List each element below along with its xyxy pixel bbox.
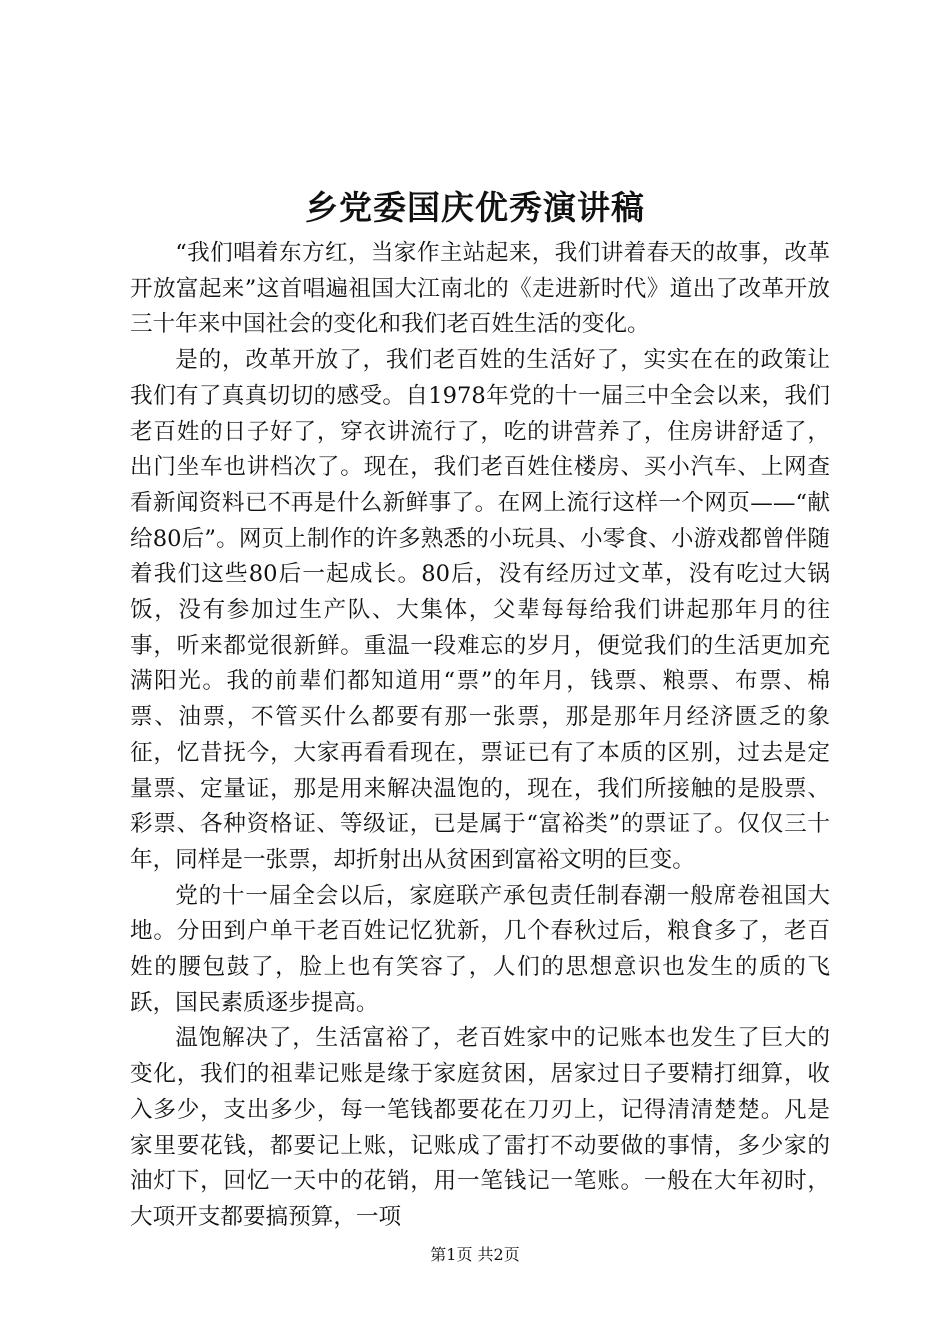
paragraph-1: “我们唱着东方红，当家作主站起来，我们讲着春天的故事，改革开放富起来”这首唱遍祖国大江南北的《走进新时代》道出了改革开放三十年来中国社会的变化和我们老百姓生活的变化。 bbox=[130, 240, 830, 338]
page-number: 第1页 共2页 bbox=[430, 1245, 520, 1264]
paragraph-2: 是的，改革开放了，我们老百姓的生活好了，实实在在的政策让我们有了真真切切的感受。自1978年党的十一届三中全会以来，我们老百姓的日子好了，穿衣讲流行了，吃的讲营养了，住房讲舒适了，出门坐车也讲档次了。现在，我们老百姓住楼房、买小汽车、上网查看新闻资料已不再是什么新鲜事了。在网上流行这样一个网页——“献给80后”。网页上制作的许多熟悉的小玩具、小零食、小游戏都曾伴随着我们这些80后一起成长。80后，没有经历过文革，没有吃过大锅饭，没有参加过生产队、大集体，父辈每每给我们讲起那年月的往事，听来都觉很新鲜。重温一段难忘的岁月，便觉我们的生活更加充满阳光。我的前辈们都知道用“票”的年月，钱票、粮票、布票、棉票、油票，不管买什么都要有那一张票，那是那年月经济匮乏的象征，忆昔抚今，大家再看看现在，票证已有了本质的区别，过去是定量票、定量证，那是用来解决温饱的，现在，我们所接触的是股票、彩票、各种资格证、等级证，已是属于“富裕类”的票证了。仅仅三十年，同样是一张票，却折射出从贫困到富裕文明的巨变。 bbox=[130, 347, 830, 873]
paragraph-4: 温饱解决了，生活富裕了，老百姓家中的记账本也发生了巨大的变化，我们的祖辈记账是缘于家庭贫困，居家过日子要精打细算，收入多少，支出多少，每一笔钱都要花在刀刃上，记得清清楚楚。凡是家里要花钱，都要记上账，记账成了雷打不动要做的事情，多少家的油灯下，回忆一天中的花销，用一笔钱记一笔账。一般在大年初时，大项开支都要搞预算，一项 bbox=[130, 1025, 830, 1230]
document-body bbox=[130, 236, 830, 1236]
page-footer bbox=[0, 1244, 950, 1266]
document-title: 乡党委国庆优秀演讲稿 bbox=[305, 188, 645, 227]
paragraph-3: 党的十一届全会以后，家庭联产承包责任制春潮一般席卷祖国大地。分田到户单干老百姓记忆犹新，几个春秋过后，粮食多了，老百姓的腰包鼓了，脸上也有笑容了，人们的思想意识也发生的质的飞跃，国民素质逐步提高。 bbox=[130, 882, 830, 1016]
